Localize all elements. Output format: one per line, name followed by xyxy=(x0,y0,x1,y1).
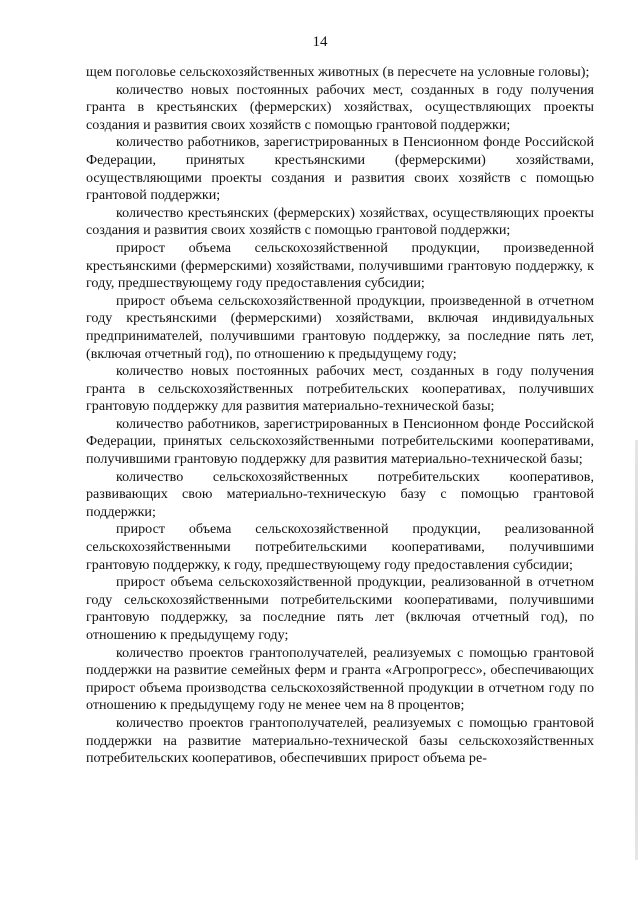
paragraph: количество работников, зарегистрированных в Пенсионном фонде Российской Федерации, принятых сельскохозяйственными потребительскими кооперативами, получившими грантовую поддержку для развития материально-технической базы; xyxy=(86,415,594,468)
paragraph-continuation: щем поголовье сельскохозяйственных животных (в пересчете на условные головы); xyxy=(86,64,590,80)
paragraph: прирост объема сельскохозяйственной продукции, произведенной крестьянскими (фермерскими) хозяйствами, получившими грантовую поддержку, к году, предшествующему году предоставления субсидии; xyxy=(86,239,594,292)
paragraph: количество новых постоянных рабочих мест, созданных в году получения гранта в крестьянских (фермерских) хозяйствах, осуществляющих проекты создания и развития своих хозяйств с помощью грантовой поддержки; xyxy=(86,81,594,133)
paragraph: прирост объема сельскохозяйственной продукции, произведенной в отчетном году крестьянскими (фермерскими) хозяйствами, включая индивидуальных предпринимателей, получившими грантовую поддержку, за последние пять лет, (включая отчетный год), по отношению к предыдущему году; xyxy=(86,292,594,362)
paragraph: количество сельскохозяйственных потребительских кооперативов, развивающих свою материально-техническую базу с помощью грантовой поддержки; xyxy=(86,468,594,520)
page-number: 14 xyxy=(312,34,328,50)
paragraph: прирост объема сельскохозяйственной продукции, реализованной в отчетном году сельскохозяйственными потребительскими кооперативами, получившими грантовую поддержку, за последние пять лет (включая отчетный год), по отношению к предыдущему году; xyxy=(86,574,594,643)
scan-edge-shadow xyxy=(635,440,638,860)
paragraph: количество проектов грантополучателей, реализуемых с помощью грантовой поддержки на развитие материально-технической базы сельскохозяйственных потребительских кооперативов, обеспечивших прирост объема ре- xyxy=(86,714,594,767)
paragraph: количество новых постоянных рабочих мест, созданных в году получения гранта в сельскохозяйственных потребительских кооперативах, получивших грантовую поддержку для развития материально-технической базы; xyxy=(86,363,594,415)
paragraph: количество крестьянских (фермерских) хозяйствах, осуществляющих проекты создания и развития своих хозяйств с помощью грантовой поддержки; xyxy=(86,204,594,239)
paragraph: количество проектов грантополучателей, реализуемых с помощью грантовой поддержки на развитие семейных ферм и гранта «Агропрогресс», обеспечивающих прирост объема производства сельскохозяйственной продукции в отчетном году по отношению к предыдущему году не менее чем на 8 процентов; xyxy=(86,644,594,714)
paragraph: количество работников, зарегистрированных в Пенсионном фонде Российской Федерации, принятых крестьянскими (фермерскими) хозяйствами, осуществляющими проекты создания и развития своих хозяйств с помощью грантовой поддержки; xyxy=(86,134,594,204)
document-body xyxy=(86,64,594,768)
paragraph: прирост объема сельскохозяйственной продукции, реализованной сельскохозяйственными потребительскими кооперативами, получившими грантовую поддержку, к году, предшествующему году предоставления субсидии; xyxy=(86,521,594,573)
